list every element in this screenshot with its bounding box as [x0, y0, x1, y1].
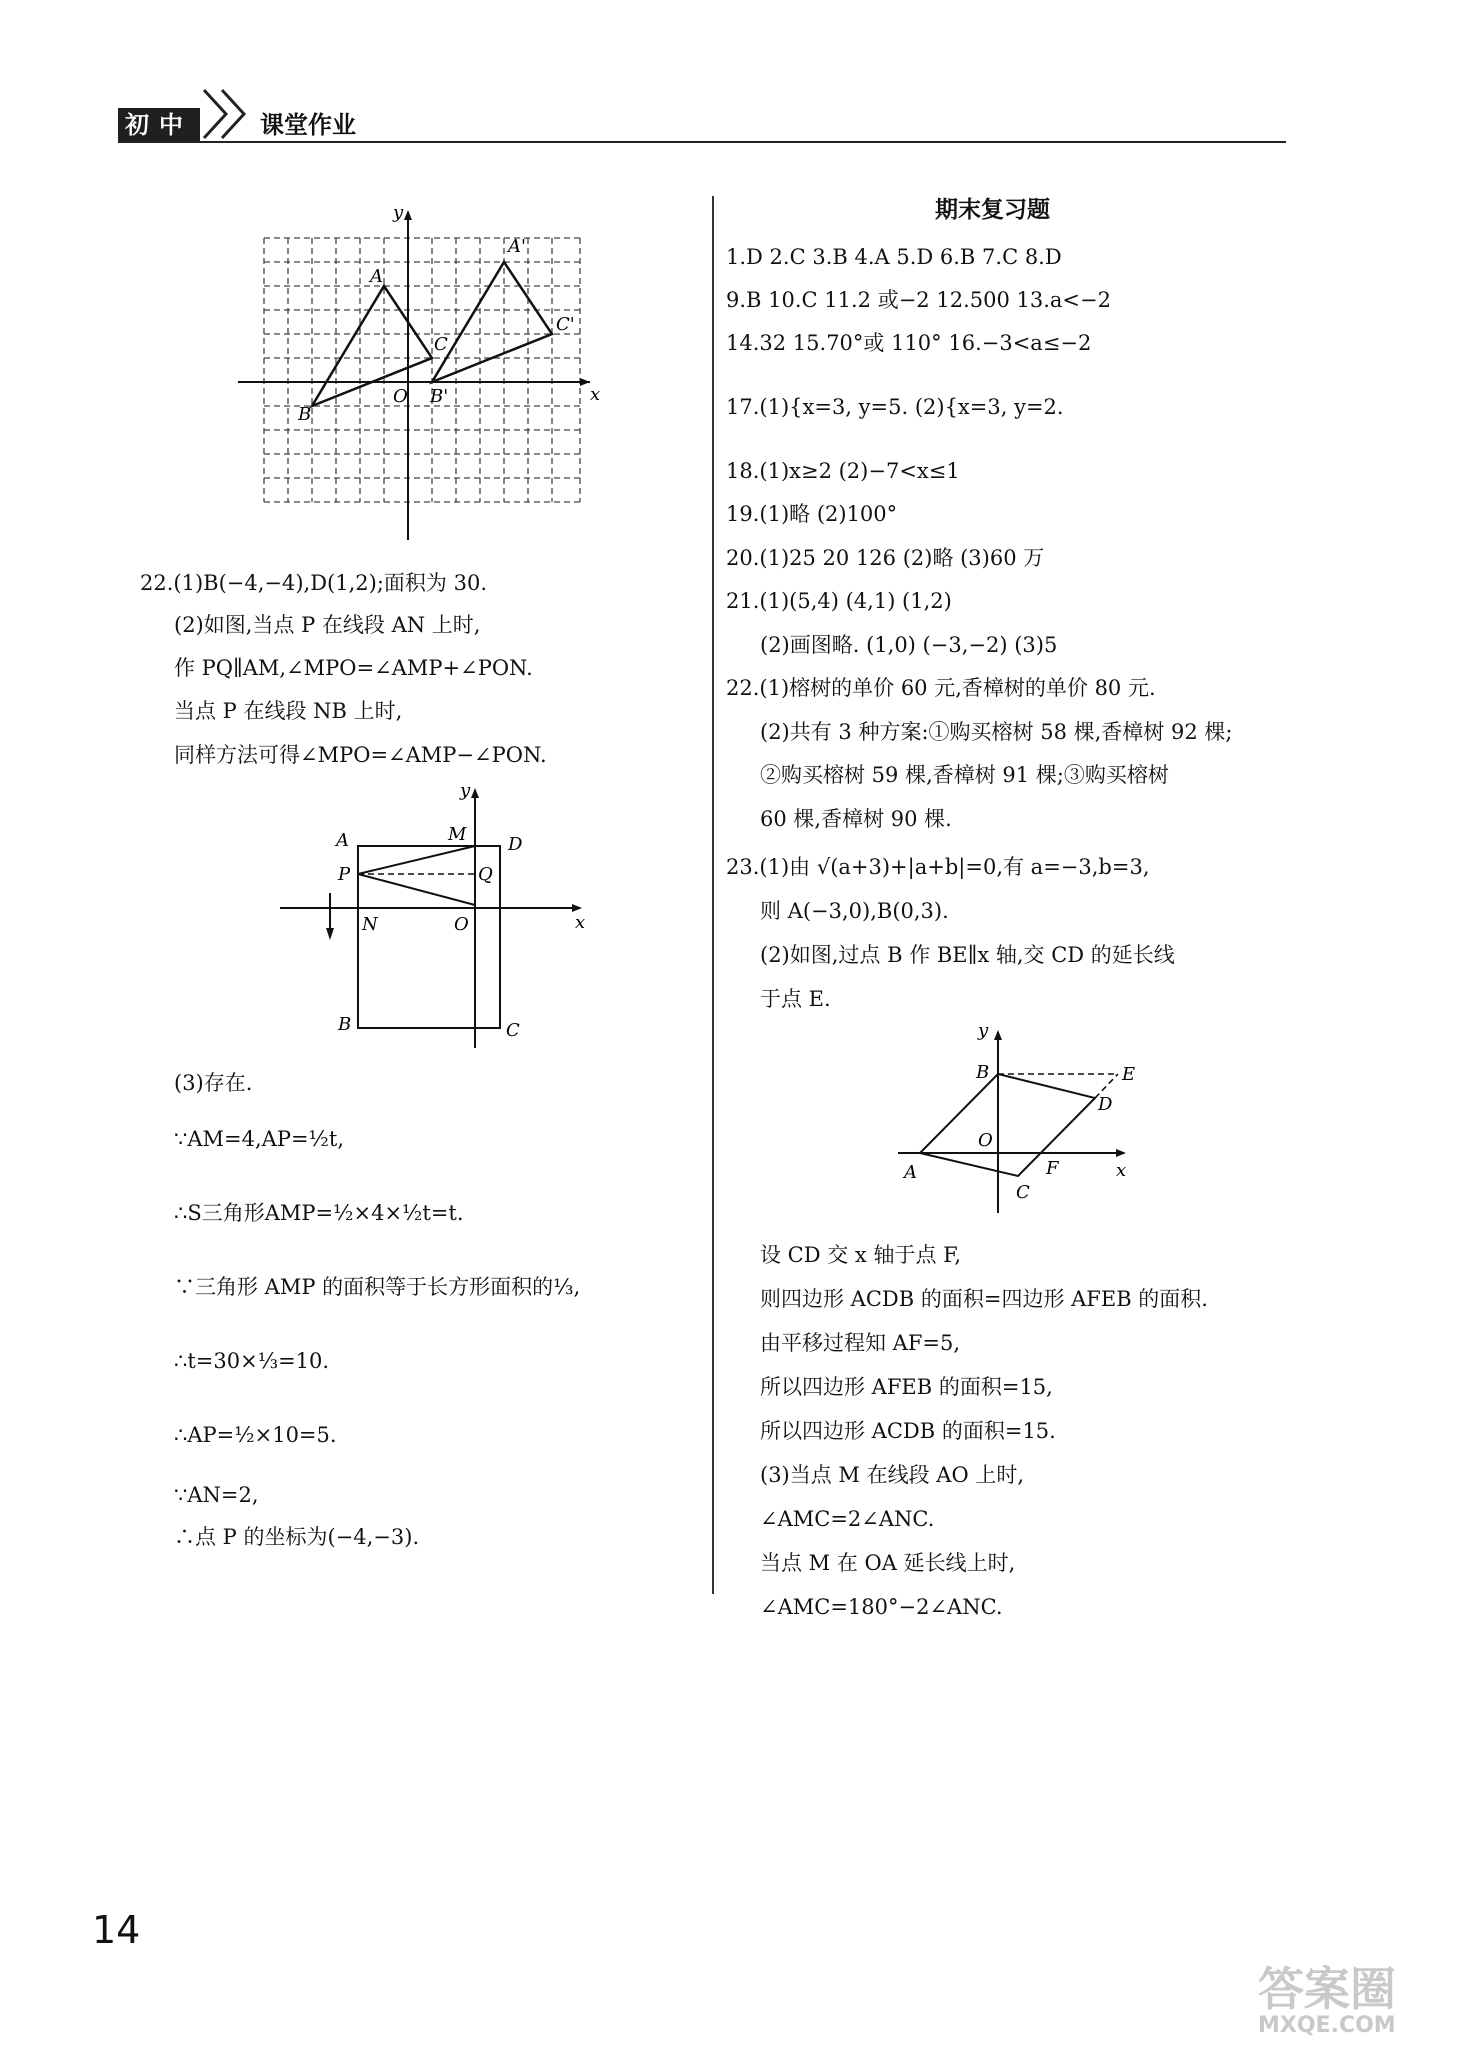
- fig1-a2-label: A': [508, 236, 526, 257]
- q22-part2-line2: 作 PQ∥AM,∠MPO=∠AMP+∠PON.: [174, 656, 533, 680]
- answers-row-6: 19.(1)略 (2)100°: [726, 502, 898, 526]
- step-6: ∵AN=2,: [174, 1483, 259, 1507]
- answers-row-20: 由平移过程知 AF=5,: [760, 1331, 961, 1355]
- answers-row-14: 23.(1)由 √(a+3)+|a+b|=0,有 a=−3,b=3,: [726, 855, 1150, 879]
- q22-part2-line3: 当点 P 在线段 NB 上时,: [174, 699, 403, 723]
- answers-row-24: ∠AMC=2∠ANC.: [760, 1507, 935, 1531]
- answers-row-7: 20.(1)25 20 126 (2)略 (3)60 万: [726, 546, 1045, 570]
- page-number: 14: [92, 1908, 141, 1952]
- fig3-a-label: A: [904, 1162, 917, 1183]
- answers-row-19: 则四边形 ACDB 的面积=四边形 AFEB 的面积.: [760, 1287, 1208, 1311]
- answers-row-15: 则 A(−3,0),B(0,3).: [760, 899, 949, 923]
- figure-grid-triangles: [230, 200, 630, 545]
- step-3: ∵三角形 AMP 的面积等于长方形面积的⅓,: [174, 1275, 581, 1299]
- section-title: 期末复习题: [935, 197, 1050, 223]
- fig2-n-label: N: [362, 914, 378, 935]
- header-title: 课堂作业: [260, 111, 356, 139]
- answers-row-21: 所以四边形 AFEB 的面积=15,: [760, 1375, 1053, 1399]
- answers-row-18: 设 CD 交 x 轴于点 F,: [760, 1243, 962, 1267]
- q22-part2-line4: 同样方法可得∠MPO=∠AMP−∠PON.: [174, 743, 547, 767]
- fig2-o-label: O: [454, 914, 469, 935]
- answers-row-12: ②购买榕树 59 棵,香樟树 91 棵;③购买榕树: [760, 763, 1169, 787]
- fig1-y-label: y: [393, 202, 404, 223]
- fig1-a-label: A: [370, 266, 383, 287]
- chevron-double-icon: [200, 84, 260, 142]
- fig2-q-label: Q: [478, 864, 493, 885]
- fig2-d-label: D: [508, 834, 523, 855]
- fig3-e-label: E: [1122, 1064, 1136, 1085]
- column-divider: [712, 196, 714, 1594]
- figure-rectangle: [270, 778, 600, 1058]
- fig2-y-label: y: [460, 780, 471, 801]
- answers-row-22: 所以四边形 ACDB 的面积=15.: [760, 1419, 1056, 1443]
- answers-row-2: 9.B 10.C 11.2 或−2 12.500 13.a<−2: [726, 288, 1111, 312]
- answers-row-10: 22.(1)榕树的单价 60 元,香樟树的单价 80 元.: [726, 676, 1156, 700]
- step-1: ∵AM=4,AP=½t,: [174, 1127, 345, 1151]
- fig2-b-label: B: [338, 1014, 352, 1035]
- fig3-f-label: F: [1046, 1158, 1059, 1179]
- q22-part1: 22.(1)B(−4,−4),D(1,2);面积为 30.: [140, 571, 487, 595]
- fig1-c-label: C: [434, 334, 448, 355]
- fig2-x-label: x: [575, 912, 586, 933]
- fig3-b-label: B: [976, 1062, 990, 1083]
- answers-row-16: (2)如图,过点 B 作 BE∥x 轴,交 CD 的延长线: [760, 943, 1175, 967]
- step-5: ∴AP=½×10=5.: [174, 1423, 337, 1447]
- watermark: [1258, 1962, 1396, 2039]
- answers-row-1: 1.D 2.C 3.B 4.A 5.D 6.B 7.C 8.D: [726, 245, 1062, 269]
- step-2: ∴S三角形AMP=½×4×½t=t.: [174, 1201, 464, 1225]
- answers-row-11: (2)共有 3 种方案:①购买榕树 58 棵,香樟树 92 棵;: [760, 720, 1233, 744]
- answers-row-9: (2)画图略. (1,0) (−3,−2) (3)5: [760, 633, 1058, 657]
- answers-row-5: 18.(1)x≥2 (2)−7<x≤1: [726, 459, 960, 483]
- step-4: ∴t=30×⅓=10.: [174, 1349, 330, 1373]
- fig2-p-label: P: [338, 864, 351, 885]
- fig1-b2-label: B': [430, 386, 449, 407]
- fig1-c2-label: C': [556, 314, 575, 335]
- watermark-line1: 答案圈: [1258, 1962, 1396, 2016]
- answers-row-8: 21.(1)(5,4) (4,1) (1,2): [726, 589, 952, 613]
- fig3-d-label: D: [1098, 1094, 1113, 1115]
- answers-row-3: 14.32 15.70°或 110° 16.−3<a≤−2: [726, 331, 1092, 355]
- fig1-o-label: O: [393, 386, 408, 407]
- fig3-o-label: O: [978, 1130, 993, 1151]
- answers-row-26: ∠AMC=180°−2∠ANC.: [760, 1595, 1003, 1619]
- fig1-b-label: B: [298, 404, 312, 425]
- fig3-x-label: x: [1116, 1160, 1127, 1181]
- answers-row-25: 当点 M 在 OA 延长线上时,: [760, 1551, 1016, 1575]
- header-badge: 初中: [118, 108, 200, 142]
- fig3-y-label: y: [978, 1020, 989, 1041]
- step-7: ∴点 P 的坐标为(−4,−3).: [174, 1525, 420, 1549]
- answers-row-13: 60 棵,香樟树 90 棵.: [760, 807, 952, 831]
- fig3-c-label: C: [1016, 1182, 1030, 1203]
- figure-parallelogram: [890, 1018, 1150, 1218]
- fig2-a-label: A: [336, 830, 349, 851]
- answers-row-4: 17.(1){x=3, y=5. (2){x=3, y=2.: [726, 395, 1064, 419]
- q22-part3: (3)存在.: [174, 1071, 253, 1095]
- answers-row-23: (3)当点 M 在线段 AO 上时,: [760, 1463, 1025, 1487]
- answers-row-17: 于点 E.: [760, 987, 831, 1011]
- fig2-m-label: M: [448, 824, 467, 845]
- fig2-c-label: C: [506, 1020, 520, 1041]
- fig1-x-label: x: [590, 384, 601, 405]
- header-rule: [118, 141, 1286, 143]
- q22-part2-line1: (2)如图,当点 P 在线段 AN 上时,: [174, 613, 481, 637]
- watermark-line2: MXQE.COM: [1258, 2013, 1396, 2038]
